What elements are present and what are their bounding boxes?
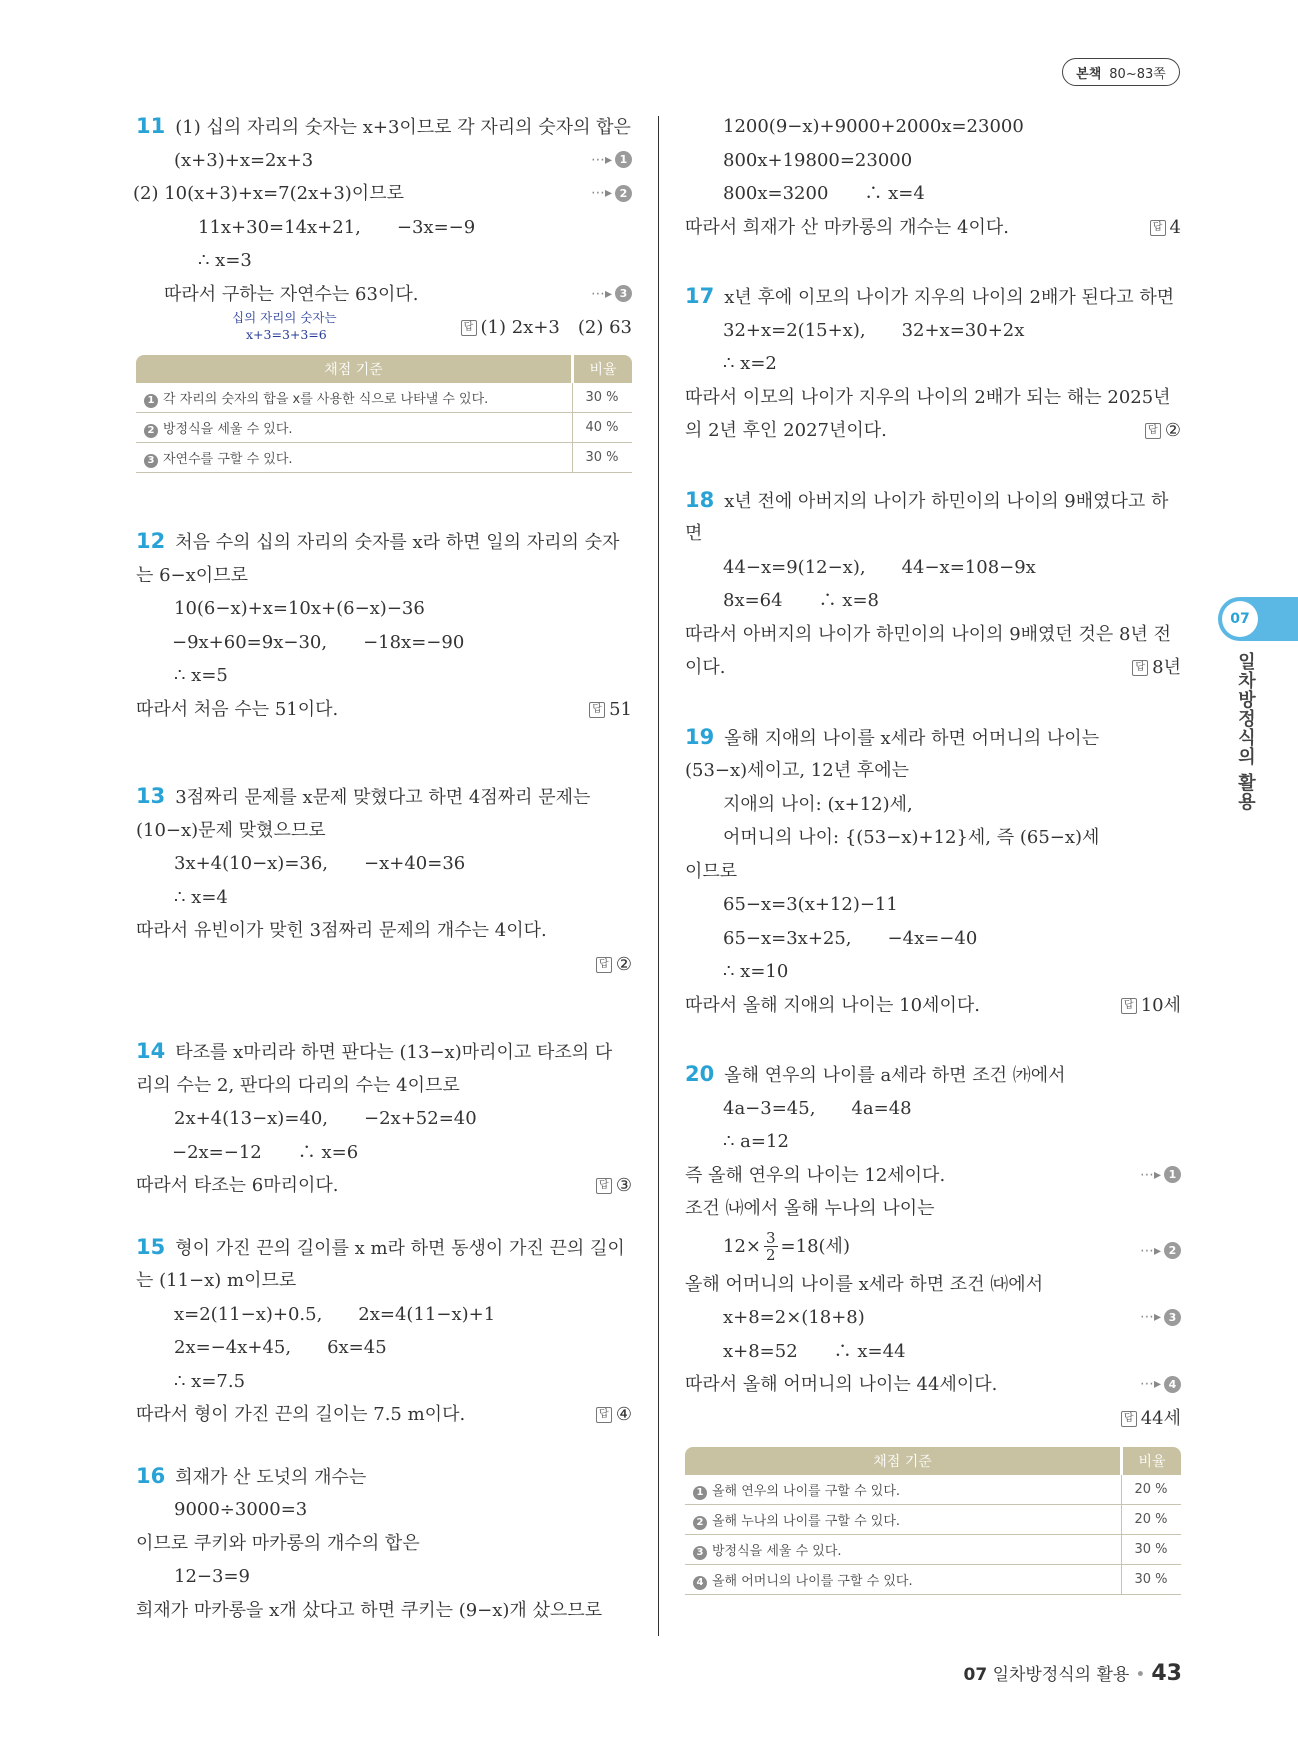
solution-line: (1) 십의 자리의 숫자는 x+3이므로 각 자리의 숫자의 합은	[175, 117, 631, 138]
conclusion-line: 따라서 타조는 6마리이다.	[136, 1175, 339, 1196]
table-header: 비율	[1122, 1447, 1182, 1475]
chapter-title-vertical: 일차방정식의 활용	[1235, 652, 1256, 812]
conclusion-line: 따라서 처음 수는 51이다.	[136, 698, 339, 720]
equation-line: 12−3=9	[174, 1566, 250, 1587]
conclusion-line: 의 2년 후인 2027년이다.	[685, 420, 887, 441]
table-header: 채점 기준	[136, 355, 573, 383]
equation-line: ∴ x=4	[174, 886, 228, 908]
conclusion-line: 따라서 올해 지애의 나이는 10세이다.	[685, 994, 980, 1016]
chapter-number: 07	[1222, 601, 1258, 637]
table-row: 2 올해 누나의 나이를 구할 수 있다. 20 %	[685, 1505, 1181, 1535]
equation-line: −9x+60=9x−30, −18x=−90	[172, 631, 465, 653]
conclusion-line: 따라서 유빈이가 맞힌 3점짜리 문제의 개수는 4이다.	[136, 920, 547, 941]
equation-line: ∴ x=10	[723, 961, 789, 982]
equation-line: 2x+4(13−x)=40, −2x+52=40	[174, 1108, 477, 1129]
answer-icon: 답	[1121, 998, 1137, 1014]
solution-line: x년 후에 이모의 나이가 지우의 나이의 2배가 된다고 하면	[724, 287, 1175, 308]
problem-13	[136, 780, 632, 981]
problem-number: 13	[136, 784, 166, 808]
conclusion-line: 이다.	[685, 657, 726, 678]
solution-line: 올해 어머니의 나이를 x세라 하면 조건 ㈐에서	[685, 1273, 1044, 1295]
equation-line: x=2(11−x)+0.5, 2x=4(11−x)+1	[174, 1303, 496, 1325]
answer-icon: 답	[1132, 660, 1148, 676]
problem-14	[136, 1035, 632, 1203]
conclusion-line: 따라서 구하는 자연수는 63이다.	[164, 283, 419, 305]
table-header: 비율	[573, 355, 633, 383]
solution-line: x년 전에 아버지의 나이가 하민이의 나이의 9배였다고 하	[724, 490, 1169, 512]
step-marker: ⋯▸ 2	[591, 177, 632, 211]
footer-title: 일차방정식의 활용	[992, 1665, 1130, 1685]
equation-line: 44−x=9(12−x), 44−x=108−9x	[723, 556, 1036, 578]
problem-12	[136, 525, 632, 726]
problem-number: 18	[685, 487, 715, 512]
problem-number: 16	[136, 1463, 166, 1488]
answer-icon: 답	[589, 702, 605, 718]
step-marker: ⋯▸ 1	[1140, 1159, 1181, 1193]
answer-icon: 답	[461, 320, 477, 336]
equation-line: 12× $\frac{3}{2}$ =18(세)	[723, 1229, 850, 1264]
solution-line: 올해 지애의 나이를 x세라 하면 어머니의 나이는	[724, 727, 1100, 749]
reference-badge	[1062, 58, 1180, 86]
answer: 답 (1) 2x+3 (2) 63	[461, 311, 632, 345]
step-marker: ⋯▸ 1	[591, 144, 632, 178]
answer-icon: 답	[596, 1178, 612, 1194]
problem-16	[136, 1460, 632, 1628]
equation-line: 3x+4(10−x)=36, −x+40=36	[174, 853, 466, 874]
left-column	[133, 110, 632, 1627]
solution-line: 3점짜리 문제를 x문제 맞혔다고 하면 4점짜리 문제는	[175, 787, 591, 808]
answer: 답 8년	[1132, 651, 1181, 685]
chapter-tab	[1218, 597, 1298, 641]
solution-line: 리의 수는 2, 판다의 다리의 수는 4이므로	[136, 1074, 460, 1096]
problem-19	[685, 721, 1181, 1023]
solution-line: (53−x)세이고, 12년 후에는	[685, 760, 909, 781]
equation-line: 800x=3200 ∴ x=4	[723, 183, 925, 204]
answer-icon: 답	[596, 957, 612, 973]
answer: 답 ④	[596, 1398, 632, 1432]
equation-line: −2x=−12 ∴ x=6	[172, 1141, 359, 1163]
footer-chapter: 07	[963, 1665, 988, 1685]
problem-number: 14	[136, 1039, 166, 1063]
problem-number: 11	[136, 114, 166, 138]
equation-line: ∴ x=2	[723, 353, 777, 374]
conclusion-line: 따라서 올해 어머니의 나이는 44세이다.	[685, 1374, 998, 1395]
solution-line: 처음 수의 십의 자리의 숫자를 x라 하면 일의 자리의 숫자	[175, 532, 620, 553]
equation-line: ∴ a=12	[723, 1131, 789, 1152]
equation-line: 4a−3=45, 4a=48	[723, 1097, 912, 1119]
conclusion-line: 따라서 아버지의 나이가 하민이의 나이의 9배였던 것은 8년 전	[685, 623, 1171, 645]
conclusion-line: 따라서 희재가 산 마카롱의 개수는 4이다.	[685, 216, 1009, 238]
answer: 답 10세	[1121, 989, 1181, 1023]
table-header: 채점 기준	[685, 1447, 1122, 1475]
equation-line: ∴ x=3	[198, 250, 252, 271]
problem-number: 20	[685, 1062, 715, 1086]
equation-line: 8x=64 ∴ x=8	[723, 590, 879, 611]
page-footer: 07 일차방정식의 활용 • 43	[963, 1661, 1182, 1686]
equation-line: 2x=−4x+45, 6x=45	[174, 1337, 387, 1358]
problem-number: 19	[685, 724, 715, 749]
problem-17	[685, 280, 1181, 448]
solution-line: 면	[685, 523, 703, 544]
equation-line: (x+3)+x=2x+3	[174, 149, 314, 171]
table-row: 4 올해 어머니의 나이를 구할 수 있다. 30 %	[685, 1565, 1181, 1595]
answer-icon: 답	[596, 1407, 612, 1423]
problem-18	[685, 484, 1181, 685]
problem-20	[685, 1058, 1181, 1595]
problem-15	[136, 1231, 632, 1432]
solution-line: (2) 10(x+3)+x=7(2x+3)이므로	[133, 183, 404, 204]
answer: 답 ②	[596, 948, 632, 982]
answer: 답 51	[589, 693, 632, 727]
answer: 답 ②	[1145, 414, 1181, 448]
step-marker: ⋯▸ 2	[1140, 1230, 1181, 1272]
equation-line: 800x+19800=23000	[723, 149, 913, 171]
conclusion-line: 따라서 형이 가진 끈의 길이는 7.5 m이다.	[136, 1404, 466, 1425]
scoring-table	[685, 1447, 1181, 1595]
step-marker: ⋯▸ 3	[591, 278, 632, 312]
equation-line: 10(6−x)+x=10x+(6−x)−36	[174, 598, 425, 619]
right-column	[685, 110, 1181, 1595]
ref-label: 본책	[1076, 66, 1102, 82]
solution-line: 형이 가진 끈의 길이를 x m라 하면 동생이 가진 끈의 길이	[175, 1237, 625, 1259]
solution-line: (10−x)문제 맞혔으므로	[136, 819, 326, 841]
table-row: 1 올해 연우의 나이를 구할 수 있다. 20 %	[685, 1475, 1181, 1505]
solution-line: 는 6−x이므로	[136, 564, 248, 586]
ref-pages: 80~83쪽	[1109, 66, 1166, 82]
solution-line: 희재가 마카롱을 x개 샀다고 하면 쿠키는 (9−x)개 샀으므로	[136, 1599, 603, 1621]
solution-line: 희재가 산 도넛의 개수는	[175, 1466, 367, 1488]
equation-line: 9000÷3000=3	[174, 1499, 308, 1520]
equation-line: x+8=52 ∴ x=44	[723, 1340, 906, 1362]
answer-icon: 답	[1150, 220, 1166, 236]
fraction: $\frac{3}{2}$	[766, 1229, 776, 1264]
equation-line: 65−x=3x+25, −4x=−40	[723, 927, 978, 949]
column-divider	[658, 116, 659, 1636]
solution-line: 즉 올해 연우의 나이는 12세이다.	[685, 1164, 946, 1186]
answer-icon: 답	[1145, 423, 1161, 439]
solution-line: 어머니의 나이: {(53−x)+12}세, 즉 (65−x)세	[723, 827, 1100, 848]
table-row: 3 자연수를 구할 수 있다. 30 %	[136, 443, 632, 473]
problem-16-continued	[685, 110, 1181, 244]
step-marker: ⋯▸ 3	[1140, 1301, 1181, 1335]
equation-line: 11x+30=14x+21, −3x=−9	[198, 216, 476, 238]
margin-note: 십의 자리의 숫자는 x+3=3+3=6	[232, 310, 337, 342]
scoring-table	[136, 355, 632, 473]
page-number: 43	[1151, 1661, 1182, 1686]
equation-line: x+8=2×(18+8)	[723, 1307, 865, 1328]
solution-line: 올해 연우의 나이를 a세라 하면 조건 ㈎에서	[724, 1065, 1066, 1086]
solution-line: 지애의 나이: (x+12)세,	[723, 793, 913, 815]
solution-line: 이므로 쿠키와 마카롱의 개수의 합은	[136, 1532, 420, 1554]
solution-line: 는 (11−x) m이므로	[136, 1270, 297, 1291]
conclusion-line: 따라서 이모의 나이가 지우의 나이의 2배가 되는 해는 2025년	[685, 386, 1171, 408]
table-row: 2 방정식을 세울 수 있다. 40 %	[136, 413, 632, 443]
answer: 답 4	[1150, 211, 1181, 245]
equation-line: ∴ x=7.5	[174, 1370, 246, 1392]
table-row: 1 각 자리의 숫자의 합을 x를 사용한 식으로 나타낼 수 있다. 30 %	[136, 383, 632, 413]
equation-line: 32+x=2(15+x), 32+x=30+2x	[723, 319, 1025, 341]
solution-line: 이므로	[685, 860, 738, 882]
solution-line: 타조를 x마리라 하면 판다는 (13−x)마리이고 타조의 다	[175, 1042, 613, 1063]
equation-line: 65−x=3(x+12)−11	[723, 894, 898, 915]
answer: 답 44세	[1121, 1402, 1181, 1436]
table-row: 3 방정식을 세울 수 있다. 30 %	[685, 1535, 1181, 1565]
problem-11	[133, 110, 632, 473]
problem-number: 17	[685, 284, 715, 308]
equation-line: 1200(9−x)+9000+2000x=23000	[723, 116, 1024, 137]
problem-number: 12	[136, 529, 166, 553]
step-marker: ⋯▸ 4	[1140, 1368, 1181, 1402]
equation-line: ∴ x=5	[174, 665, 228, 686]
answer: 답 ③	[596, 1169, 632, 1203]
problem-number: 15	[136, 1234, 166, 1259]
solution-line: 조건 ㈏에서 올해 누나의 나이는	[685, 1198, 935, 1219]
answer-icon: 답	[1121, 1411, 1137, 1427]
